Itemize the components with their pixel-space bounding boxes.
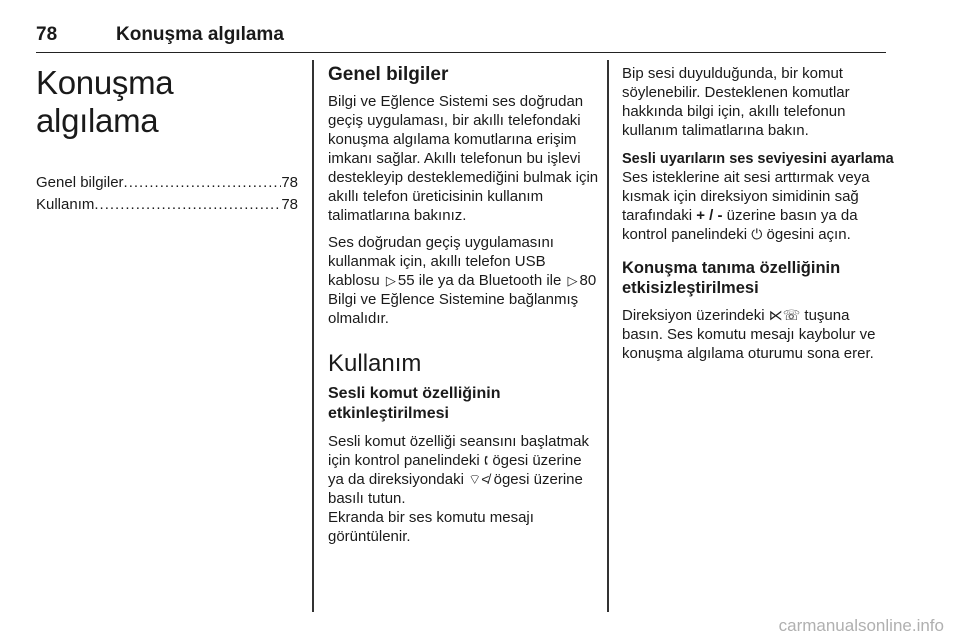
chapter-title: Konuşma algılama xyxy=(36,64,174,139)
usage-paragraph-4: Ses isteklerine ait sesi arttırmak veya kısmak için direksiyon simidinin sağ tarafındaki + / - üzerine basın ya da kontrol panelindeki ⏻ ögesini açın. xyxy=(622,169,870,243)
toc-leader-dots xyxy=(124,172,282,194)
content-column-2 xyxy=(328,64,600,554)
toc-item-page: 78 xyxy=(281,174,298,191)
usage-paragraph-3: Bip sesi duyulduğunda, bir komut söylenebilir. Desteklenen komutlar hakkında bilgi için, akıllı telefonun kullanım talimatlarına bakın. xyxy=(622,65,850,139)
column-divider xyxy=(607,60,609,612)
section-heading-general: Genel bilgiler xyxy=(328,64,449,85)
page-reference[interactable]: 80 xyxy=(579,272,597,289)
column-divider xyxy=(312,60,314,612)
toc-item[interactable] xyxy=(36,194,298,216)
page-reference-arrow-icon: ▷ xyxy=(567,273,578,288)
page-number: 78 xyxy=(36,24,58,45)
general-paragraph-1: Bilgi ve Eğlence Sistemi ses doğrudan geçiş uygulaması, bir akıllı telefondaki konuşma algılama komutlarına erişim imkanı sağlar. Akıllı telefonun bu işlevi destekleyip desteklemediğini bulmak için akıllı telefon üreticisinin kullanım talimatlarına bakınız. xyxy=(328,93,599,224)
volume-keys: + / - xyxy=(696,207,723,224)
toc-item-label: Kullanım xyxy=(36,196,95,213)
toc-item-page: 78 xyxy=(281,196,298,213)
power-knob-icon: ⏻ xyxy=(751,226,763,242)
toc-column xyxy=(36,64,298,216)
watermark: carmanualsonline.info xyxy=(778,616,944,635)
usage-paragraph-5: Direksiyon üzerindeki ⋉☏ tuşuna basın. Ses komutu mesajı kaybolur ve konuşma algılama oturumu sona erer. xyxy=(622,307,876,362)
header-title: Konuşma algılama xyxy=(116,24,284,45)
phone-icon: 🕻︎ xyxy=(483,452,489,468)
toc-leader-dots xyxy=(94,194,281,216)
page-header xyxy=(36,20,886,53)
usage-paragraph-2: Ekranda bir ses komutu mesajı görüntülenir. xyxy=(328,509,534,545)
steering-wheel-voice-icon: ⌔≮ xyxy=(468,471,490,487)
toc-item[interactable] xyxy=(36,172,298,194)
subheading-deactivate: Konuşma tanıma özelliğinin etkisizleştirilmesi xyxy=(622,259,841,297)
toc-item-label: Genel bilgiler xyxy=(36,174,124,191)
subheading-volume: Sesli uyarıların ses seviyesini ayarlama xyxy=(622,151,894,167)
content-column-3 xyxy=(622,64,894,371)
usage-paragraph-1: Sesli komut özelliği seansını başlatmak için kontrol panelindeki 🕻︎ ögesi üzerine ya da direksiyondaki ⌔≮ ögesi üzerine basılı tutun. Ekranda bir ses komutu mesajı görüntülenir. xyxy=(328,433,589,545)
voice-off-hangup-icon: ⋉☏ xyxy=(768,307,801,323)
general-paragraph-2: Ses doğrudan geçiş uygulamasını kullanmak için, akıllı telefon USB kablosu ▷ 55 ile ya da Bluetooth ile ▷ 80 Bilgi ve Eğlence Sistemine bağlanmış olmalıdır. xyxy=(328,234,597,327)
page-reference[interactable]: 55 xyxy=(397,272,415,289)
subheading-activate: Sesli komut özelliğinin etkinleştirilmesi xyxy=(328,385,501,422)
page-reference-arrow-icon: ▷ xyxy=(385,273,396,288)
section-heading-usage: Kullanım xyxy=(328,350,422,377)
